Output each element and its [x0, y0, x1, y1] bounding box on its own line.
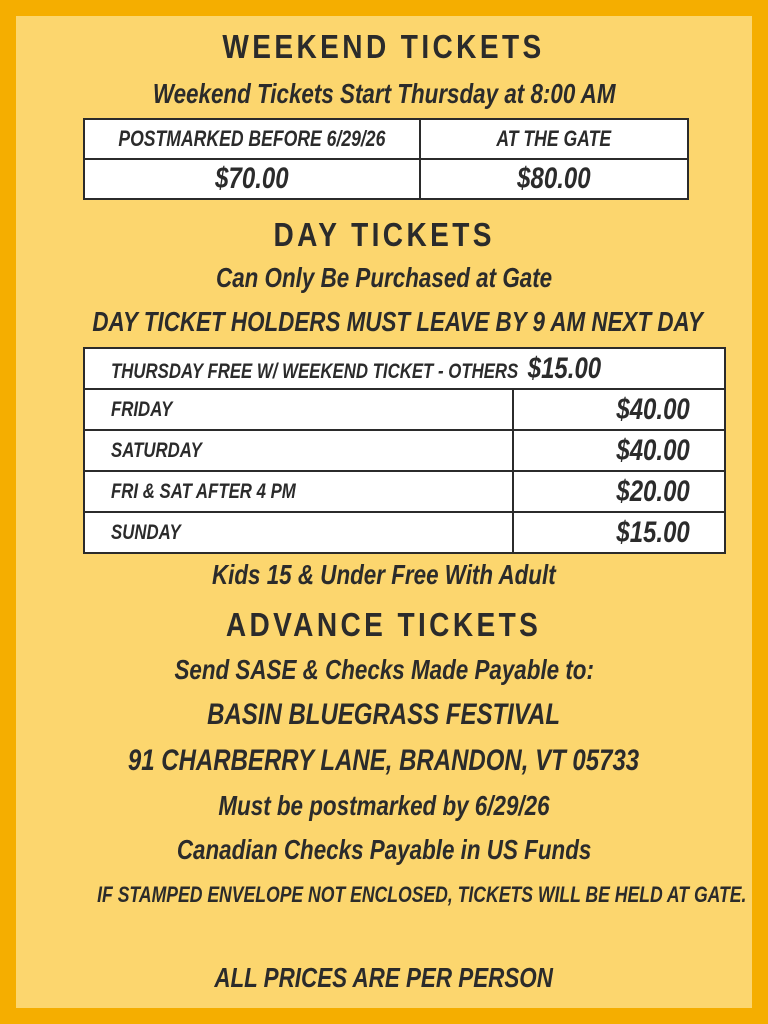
sunday-price: $15.00: [513, 512, 725, 553]
postmark-deadline: Must be postmarked by 6/29/26: [218, 790, 550, 821]
postmarked-price: $70.00: [84, 159, 420, 199]
advance-tickets-heading: ADVANCE TICKETS: [226, 606, 542, 643]
table-row: [84, 348, 725, 389]
day-tickets-warning: DAY TICKET HOLDERS MUST LEAVE BY 9 AM NEXT DAY: [92, 306, 703, 337]
weekend-tickets-subtitle: Weekend Tickets Start Thursday at 8:00 AM: [152, 78, 616, 109]
weekend-tickets-heading: WEEKEND TICKETS: [222, 28, 546, 65]
saturday-price: $40.00: [513, 430, 725, 471]
day-tickets-note: Can Only Be Purchased at Gate: [215, 262, 553, 293]
table-row: [84, 389, 725, 430]
day-price-table: [83, 347, 726, 554]
thursday-row: [84, 348, 725, 389]
canadian-checks-note: Canadian Checks Payable in US Funds: [176, 834, 592, 865]
mailing-address: 91 CHARBERRY LANE, BRANDON, VT 05733: [128, 744, 640, 777]
postmarked-column-header: POSTMARKED BEFORE 6/29/26: [84, 119, 420, 159]
friday-label: FRIDAY: [84, 389, 513, 430]
send-sase-note: Send SASE & Checks Made Payable to:: [174, 654, 594, 685]
sunday-label: SUNDAY: [84, 512, 513, 553]
per-person-note: ALL PRICES ARE PER PERSON: [214, 962, 554, 993]
fri-sat-after-4-price: $20.00: [513, 471, 725, 512]
table-row: [84, 430, 725, 471]
thursday-label: THURSDAY FREE W/ WEEKEND TICKET - OTHERS: [111, 359, 519, 383]
table-row: [84, 512, 725, 553]
kids-free-note: Kids 15 & Under Free With Adult: [212, 559, 556, 590]
thursday-price: $15.00: [527, 351, 602, 385]
weekend-price-table: [83, 118, 689, 200]
friday-price: $40.00: [513, 389, 725, 430]
saturday-label: SATURDAY: [84, 430, 513, 471]
at-gate-column-header: AT THE GATE: [420, 119, 688, 159]
ticket-info-panel: [16, 16, 752, 1008]
table-row: [84, 471, 725, 512]
fri-sat-after-4-label: FRI & SAT AFTER 4 PM: [84, 471, 513, 512]
at-gate-price: $80.00: [420, 159, 688, 199]
payee-name: BASIN BLUEGRASS FESTIVAL: [207, 698, 561, 731]
envelope-note: IF STAMPED ENVELOPE NOT ENCLOSED, TICKETS WILL BE HELD AT GATE.: [97, 882, 747, 907]
day-tickets-heading: DAY TICKETS: [273, 216, 495, 253]
